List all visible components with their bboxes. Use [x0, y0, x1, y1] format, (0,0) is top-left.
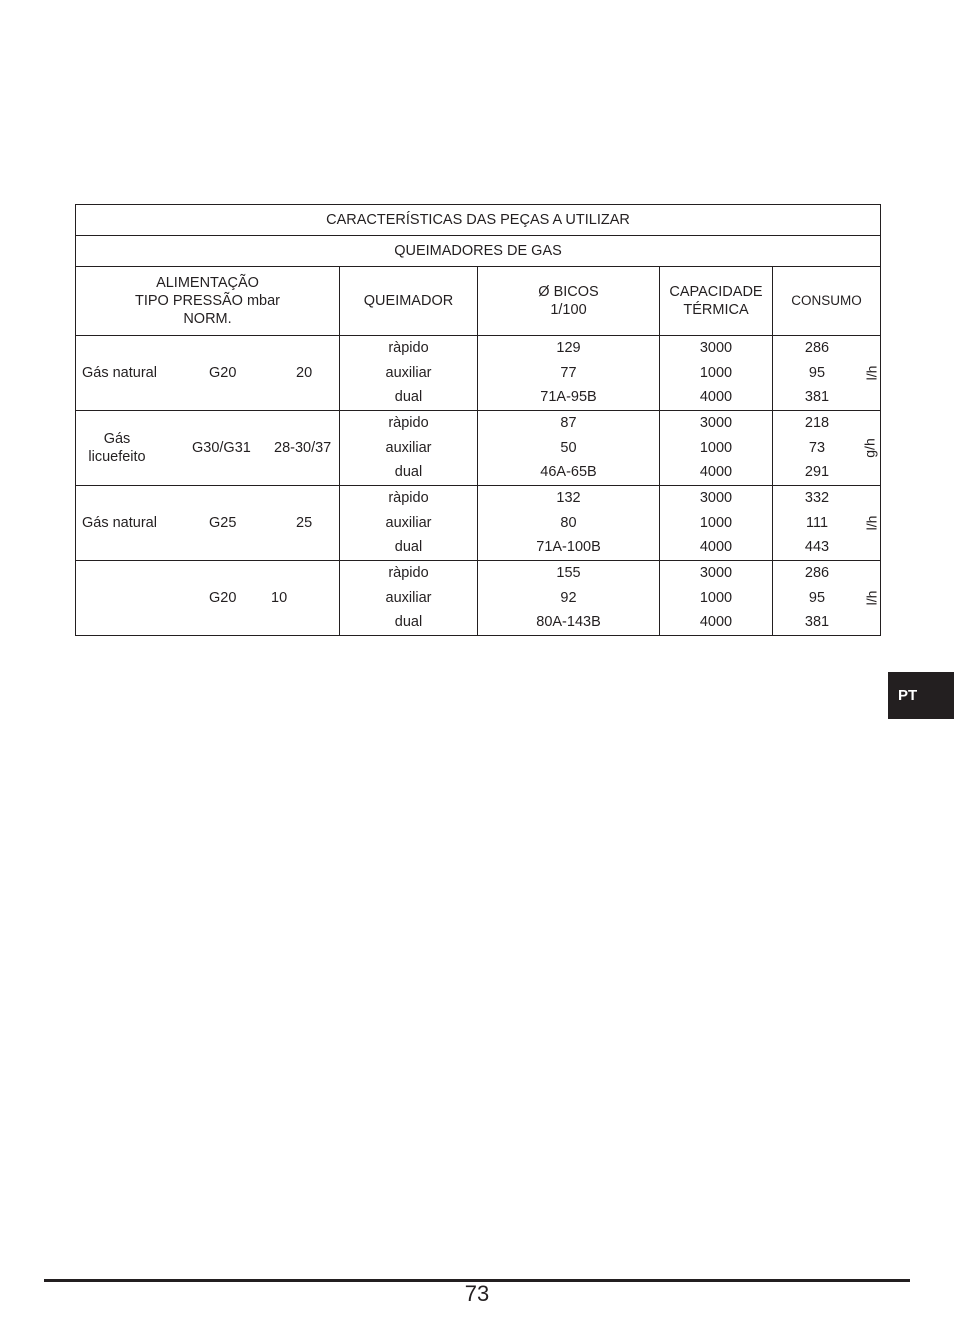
- burner-cell: ràpido auxiliar dual: [340, 561, 478, 636]
- gas-parts-table: [75, 204, 881, 636]
- language-tab-label: PT: [898, 687, 918, 704]
- header-feed: ALIMENTAÇÃO TIPO PRESSÃO mbar NORM.: [76, 267, 340, 336]
- burner-cell: ràpido auxiliar dual: [340, 336, 478, 411]
- language-tab: [888, 672, 954, 719]
- gas-name: Gás natural: [82, 365, 157, 381]
- table-row: [76, 561, 881, 636]
- gas-type: G20: [209, 365, 237, 381]
- table-row: [76, 336, 881, 411]
- consumption-cell: 332 111 443 l/h: [773, 486, 881, 561]
- gas-pressure: 25: [296, 515, 313, 531]
- header-nozzle: Ø BICOS 1/100: [478, 267, 660, 336]
- nozzle-cell: 132 80 71A-100B: [478, 486, 660, 561]
- table-row: [76, 411, 881, 486]
- gas-name: Gás licuefeito: [88, 431, 146, 465]
- burner-cell: ràpido auxiliar dual: [340, 411, 478, 486]
- table-subtitle: QUEIMADORES DE GAS: [76, 236, 881, 267]
- gas-type: G30/G31: [192, 440, 251, 456]
- gas-name: Gás natural: [82, 515, 157, 531]
- consumption-unit: g/h: [861, 438, 878, 458]
- table-row: [76, 486, 881, 561]
- burner-cell: ràpido auxiliar dual: [340, 486, 478, 561]
- consumption-unit: l/h: [863, 590, 880, 606]
- gas-type: G25: [209, 515, 237, 531]
- consumption-unit: l/h: [863, 365, 880, 381]
- header-burner: QUEIMADOR: [340, 267, 478, 336]
- gas-pressure: 28-30/37: [274, 440, 332, 456]
- header-consumption: CONSUMO: [773, 267, 881, 336]
- capacity-cell: 3000 1000 4000: [660, 561, 773, 636]
- capacity-cell: 3000 1000 4000: [660, 486, 773, 561]
- consumption-unit: l/h: [863, 515, 880, 531]
- capacity-cell: 3000 1000 4000: [660, 411, 773, 486]
- table-header-row: [76, 267, 881, 336]
- nozzle-cell: 87 50 46A-65B: [478, 411, 660, 486]
- feed-cell: [76, 561, 340, 636]
- nozzle-cell: 129 77 71A-95B: [478, 336, 660, 411]
- gas-pressure: 10: [271, 590, 288, 606]
- gas-type: G20: [209, 590, 237, 606]
- feed-cell: [76, 336, 340, 411]
- consumption-cell: 286 95 381 l/h: [773, 336, 881, 411]
- feed-cell: [76, 486, 340, 561]
- consumption-cell: 286 95 381 l/h: [773, 561, 881, 636]
- capacity-cell: 3000 1000 4000: [660, 336, 773, 411]
- gas-pressure: 20: [296, 365, 313, 381]
- nozzle-cell: 155 92 80A-143B: [478, 561, 660, 636]
- page-number: 73: [464, 1281, 490, 1306]
- header-capacity: CAPACIDADE TÉRMICA: [660, 267, 773, 336]
- feed-cell: [76, 411, 340, 486]
- table-title: CARACTERÍSTICAS DAS PEÇAS A UTILIZAR: [76, 205, 881, 236]
- consumption-cell: 218 73 291 g/h: [773, 411, 881, 486]
